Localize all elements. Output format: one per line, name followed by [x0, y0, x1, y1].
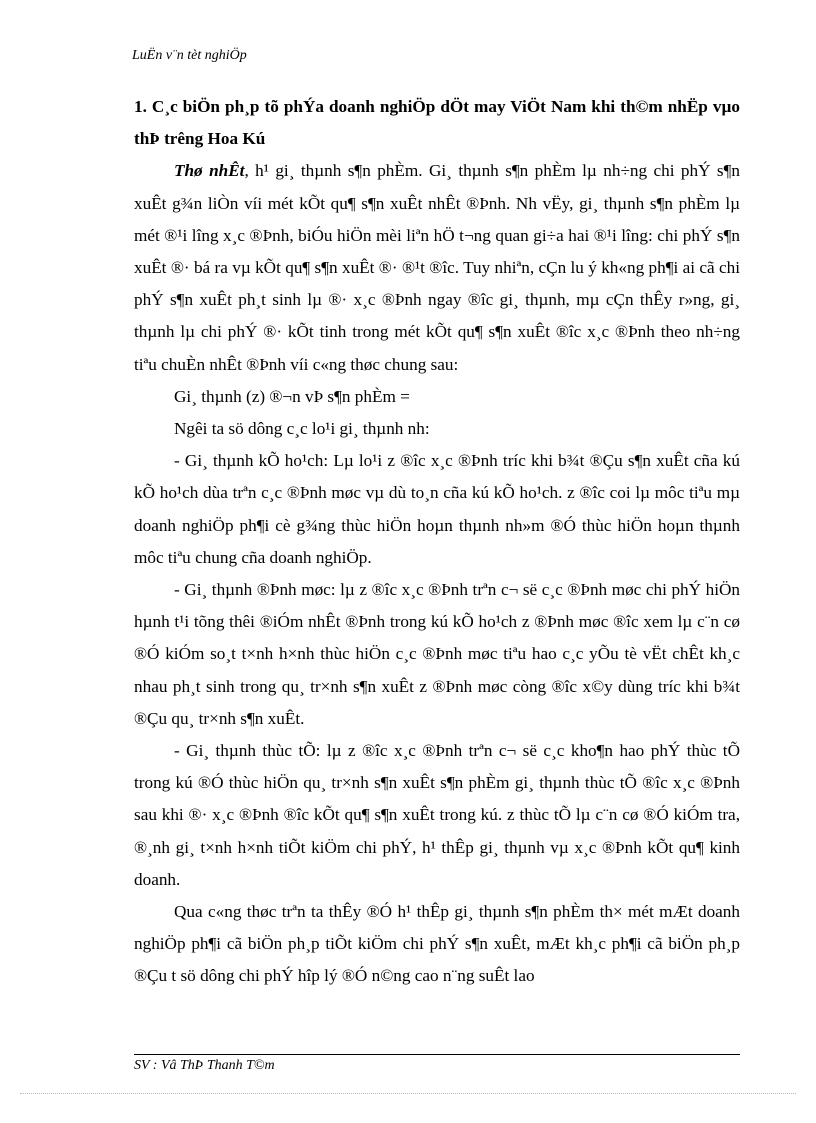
planned-cost-item: - Gi¸ thµnh kÕ ho¹ch: Lµ lo¹i z ®îc x¸c ®Þnh tríc khi b¾t ®Çu s¶n xuÊt cña kú kÕ ho¹ch dùa trªn c¸c ®Þnh møc vµ dù to¸n cña kú kÕ ho¹ch. z ®îc coi lµ môc tiªu mµ doanh nghiÖp ph¶i cè g¾ng thùc hiÖn hoµn thµnh nh»m ®Ó thùc hiÖn hoµn thµnh môc tiªu chung cña doanh nghiÖp.: [134, 451, 740, 567]
footer-divider: [134, 1054, 740, 1055]
section-heading: 1. C¸c biÖn ph¸p tõ phÝa doanh nghiÖp dÖt may ViÖt Nam khi th©m nhËp vµo thÞ trêng Hoa Kú: [134, 97, 740, 149]
paragraph-first: [134, 155, 740, 380]
formula-line: Gi¸ thµnh (z) ®¬n vÞ s¶n phÈm =: [174, 386, 410, 406]
actual-cost-item: - Gi¸ thµnh thùc tÕ: lµ z ®îc x¸c ®Þnh trªn c¬ së c¸c kho¶n hao phÝ thùc tÕ trong kú ®Ó thùc hiÖn qu¸ tr×nh s¶n xuÊt s¶n phÈm gi¸ thµnh thùc tÕ ®îc x¸c ®Þnh sau khi ®· x¸c ®Þnh ®îc kÕt qu¶ s¶n xuÊt trong kú. z thùc tÕ lµ c¨n cø ®Ó kiÓm tra, ®¸nh gi¸ t×nh h×nh tiÕt kiÖm chi phÝ, h¹ thÊp gi¸ thµnh vµ x¸c ®Þnh kÕt qu¶ kinh doanh.: [134, 741, 740, 889]
running-header: LuËn v¨n tèt nghiÖp: [132, 48, 247, 63]
cost-types-intro: Ngêi ta sö dông c¸c lo¹i gi¸ thµnh nh:: [174, 419, 430, 439]
conclusion-paragraph: Qua c«ng thøc trªn ta thÊy ®Ó h¹ thÊp gi¸ thµnh s¶n phÈm th× mét mÆt doanh nghiÖp ph¶i cã biÖn ph¸p tiÕt kiÖm chi phÝ s¶n xuÊt, mÆt kh¸c ph¶i cã biÖn ph¸p ®Çu t sö dông chi phÝ hîp lý ®Ó n©ng cao n¨ng suÊt lao: [134, 902, 740, 986]
paragraph-lead: Thø nhÊt: [174, 161, 245, 181]
norm-cost-item: - Gi¸ thµnh ®Þnh møc: lµ z ®îc x¸c ®Þnh trªn c¬ së c¸c ®Þnh møc chi phÝ hiÖn hµnh t¹i tõng thêi ®iÓm nhÊt ®Þnh trong kú kÕ ho¹ch z ®Þnh møc ®îc xem lµ c¨n cø ®Ó kiÓm so¸t t×nh h×nh thùc hiÖn c¸c ®Þnh møc tiªu hao c¸c yÕu tè vËt chÊt kh¸c nhau ph¸t sinh trong qu¸ tr×nh s¶n xuÊt z ®Þnh møc còng ®îc x©y dùng tríc khi b¾t ®Çu qu¸ tr×nh s¶n xuÊt.: [134, 580, 740, 728]
page-content: [134, 91, 740, 993]
paragraph-first-text: , h¹ gi¸ thµnh s¶n phÈm. Gi¸ thµnh s¶n phÈm lµ nh÷ng chi phÝ s¶n xuÊt g¾n liÒn víi mét kÕt qu¶ s¶n xuÊt nhÊt ®Þnh. Nh vËy, gi¸ thµnh s¶n phÈm lµ mét ®¹i lîng x¸c ®Þnh, biÓu hiÖn mèi liªn hÖ t¬ng quan gi÷a hai ®¹i lîng: chi phÝ s¶n xuÊt ®· bá ra vµ kÕt qu¶ s¶n xuÊt ®· ®¹t ®îc. Tuy nhiªn, cÇn lu ý kh«ng ph¶i ai cã chi phÝ s¶n xuÊt ph¸t sinh lµ ®· x¸c ®Þnh ngay ®îc gi¸ thµnh, mµ cÇn thÊy r»ng, gi¸ thµnh lµ chi phÝ ®· kÕt tinh trong mét kÕt qu¶ s¶n xuÊt ®îc x¸c ®Þnh theo nh÷ng tiªu chuÈn nhÊt ®Þnh víi c«ng thøc chung sau:: [134, 161, 740, 374]
page-bottom-border: [20, 1093, 796, 1094]
footer-author: SV : Vâ ThÞ Thanh T©m: [134, 1058, 275, 1073]
